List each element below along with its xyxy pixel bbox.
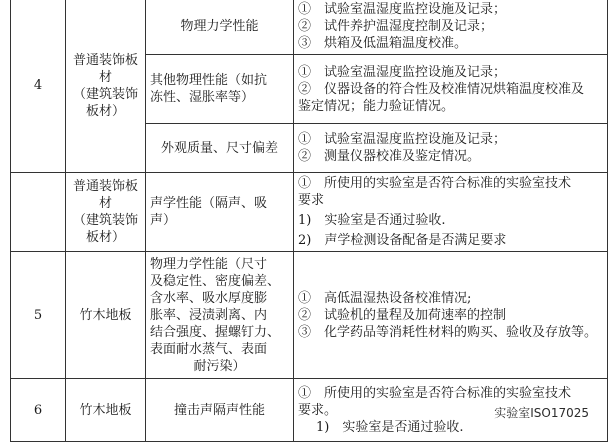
table-row — [11, 252, 608, 379]
watermark-label: 实验室ISO17025 — [491, 403, 592, 422]
material-cell: 普通装饰板 材 （建筑装饰 板材） — [66, 0, 146, 173]
test-item-cell: 外观质量、尺寸偏差 — [146, 124, 294, 173]
requirement-cell: ① 试验室温湿度监控设施及记录； ② 测量仪器校准及鉴定情况。 — [294, 124, 608, 173]
material-cell: 竹木地板 — [66, 379, 146, 442]
requirement-cell: ① 试验室温湿度监控设施及记录； ② 试件养护温湿度控制及记录； ③ 烘箱及低温箱温度校准。 — [294, 0, 608, 55]
material-cell: 竹木地板 — [66, 252, 146, 379]
test-item-cell: 物理力学性能（尺寸 及稳定性、密度偏差、 含水率、吸水厚度膨 胀率、浸渍剥离、内 结合强度、握螺钉力、 表面耐水蒸气、表面 耐污染） — [146, 252, 294, 379]
row-number: 6 — [11, 379, 66, 442]
test-item-cell: 声学性能（隔声、吸 声） — [146, 173, 294, 252]
requirement-cell: ① 试验室温湿度监控设施及记录； ② 仪器设备的符合性及校准情况烘箱温度校准及 鉴定情况；能力验证情况。 — [294, 55, 608, 124]
requirement-cell: ① 高低温湿热设备校准情况; ② 试验机的量程及加荷速率的控制 ③ 化学药品等消耗性材料的购买、验收及存放等。 — [294, 252, 608, 379]
test-item-cell: 其他物理性能（如抗 冻性、湿胀率等） — [146, 55, 294, 124]
row-number: 4 — [11, 0, 66, 173]
table-row — [11, 0, 608, 55]
row-number: 5 — [11, 252, 66, 379]
table-row — [11, 173, 608, 252]
test-item-cell: 物理力学性能 — [146, 0, 294, 55]
row-number — [11, 173, 66, 252]
test-item-cell: 撞击声隔声性能 — [146, 379, 294, 442]
requirement-cell: ① 所使用的实验室是否符合标准的实验室技术 要求。 1) 实验室是否通过验收. — [294, 379, 608, 442]
requirement-cell: ① 所使用的实验室是否符合标准的实验室技术 要求 1) 实验室是否通过验收. 2) 声学检测设备配备是否满足要求 — [294, 173, 608, 252]
material-cell: 普通装饰板 材 （建筑装饰 板材） — [66, 173, 146, 252]
inspection-table — [10, 0, 608, 442]
